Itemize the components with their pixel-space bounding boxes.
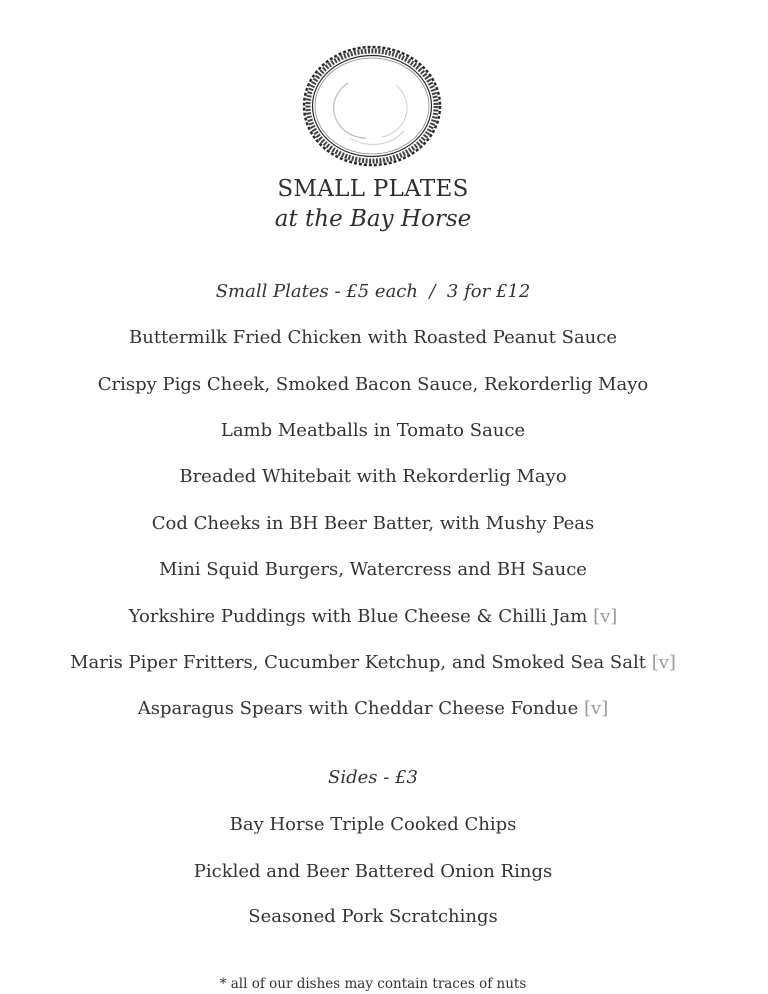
menu-item: [0, 513, 746, 534]
vegetarian-tag: [v]: [584, 698, 609, 719]
menu-item-name: Breaded Whitebait with Rekorderlig Mayo: [179, 466, 567, 487]
decorative-plate-icon: [300, 43, 444, 169]
menu-item: [0, 559, 746, 580]
menu-item-name: Lamb Meatballs in Tomato Sauce: [220, 420, 526, 441]
vegetarian-tag: [v]: [651, 652, 676, 673]
side-item: [0, 861, 746, 882]
small-plates-heading: Small Plates - £5 each / 3 for £12: [215, 281, 531, 302]
menu-item: [0, 652, 746, 673]
menu-item: [0, 606, 746, 627]
side-item-name: Bay Horse Triple Cooked Chips: [229, 814, 517, 835]
menu-item-name: Mini Squid Burgers, Watercress and BH Sauce: [159, 559, 587, 580]
menu-item-name: Buttermilk Fried Chicken with Roasted Peanut Sauce: [129, 327, 617, 348]
menu-item: [0, 698, 746, 719]
side-item: [0, 906, 746, 927]
page-subtitle: at the Bay Horse: [274, 206, 472, 232]
menu-item-name: Cod Cheeks in BH Beer Batter, with Mushy Peas: [151, 513, 595, 534]
menu-item: [0, 420, 746, 441]
sides-heading: Sides - £3: [328, 767, 418, 788]
side-item-name: Pickled and Beer Battered Onion Rings: [193, 861, 553, 882]
menu-item: [0, 374, 746, 395]
side-item: [0, 814, 746, 835]
menu-item-name: Maris Piper Fritters, Cucumber Ketchup, and Smoked Sea Salt: [70, 652, 646, 673]
vegetarian-tag: [v]: [593, 606, 618, 627]
allergy-footnote: * all of our dishes may contain traces of nuts: [219, 976, 527, 992]
menu-item-name: Asparagus Spears with Cheddar Cheese Fondue: [137, 698, 579, 719]
menu-item-name: Yorkshire Puddings with Blue Cheese & Chilli Jam: [128, 606, 588, 627]
page-title: SMALL PLATES: [277, 176, 469, 202]
menu-item-name: Crispy Pigs Cheek, Smoked Bacon Sauce, Rekorderlig Mayo: [97, 374, 649, 395]
menu-item: [0, 466, 746, 487]
menu-item: [0, 327, 746, 348]
side-item-name: Seasoned Pork Scratchings: [248, 906, 498, 927]
